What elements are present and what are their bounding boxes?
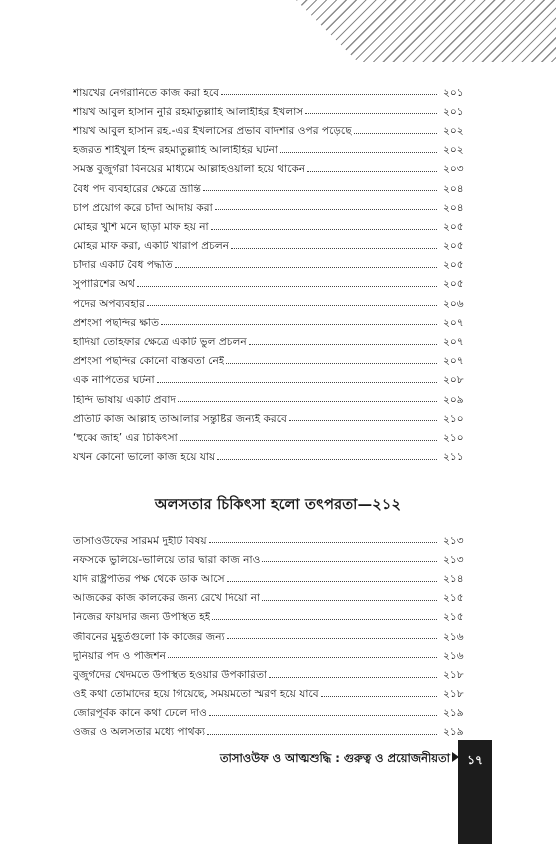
toc-entry-title: সমস্ত বুজুর্গরা বিনয়ের মাধ্যমে আল্লাহওয়ালা হয়ে থাকেন — [73, 164, 306, 175]
toc-entry-title: প্রশংসা পছন্দির কোনো বাস্তবতা নেই — [73, 356, 225, 367]
toc-entry — [73, 79, 471, 98]
toc-entry-title: নফসকে ভুলিয়ে-ভালিয়ে তার দ্বারা কাজ নাও — [73, 554, 261, 566]
toc-entry-title: ‘হুব্বে জাহ’ এর চিকিৎসা — [73, 432, 178, 444]
toc-entry — [73, 175, 471, 194]
toc-entry — [73, 642, 471, 661]
toc-entry-page: ২১০ — [443, 431, 464, 444]
toc-entry-page: ২০৫ — [443, 259, 464, 272]
toc-entry-page: ২১৯ — [443, 726, 464, 739]
dot-leader — [157, 382, 437, 383]
toc-entry — [73, 681, 471, 700]
dot-leader — [178, 401, 437, 402]
toc-entry — [73, 252, 471, 271]
toc-entry-title: মোহর খুশি মনে ছাড়া মাফ হয় না — [73, 221, 209, 233]
dot-leader — [209, 542, 437, 543]
toc-entry — [73, 117, 471, 136]
toc-entry-title: চাঁদার একটি বৈধ পদ্ধতি — [73, 260, 173, 271]
toc-entry — [73, 328, 471, 347]
toc-entry-page: ২০৭ — [443, 355, 464, 368]
toc-entry-title: যদি রাষ্ট্রপতির পক্ষ থেকে ডাক আসে — [73, 573, 225, 585]
dot-leader — [226, 363, 437, 364]
dot-leader — [207, 734, 437, 735]
toc-entry-title: পদের অপব্যবহার — [73, 298, 145, 310]
dot-leader — [262, 561, 437, 562]
dot-leader — [307, 171, 437, 172]
book-title: তাসাওউফ ও আত্মশুদ্ধি : গুরুত্ব ও প্রয়োজনীয়তা — [219, 751, 450, 765]
toc-entry — [73, 623, 471, 642]
toc-entry-title: বুজুর্গদের খেদমতে উপস্থিত হওয়ার উপকারিতা — [73, 669, 268, 681]
toc-entry — [73, 233, 471, 252]
toc-entry-title: এক নাপিতের ঘটনা — [73, 375, 155, 386]
toc-entry-title: ওই কথা তোমাদের হয়ে গিয়েছে, সময়মতো স্মরণ হয়ে যাবে — [73, 689, 319, 700]
toc-entry-page: ২১৩ — [443, 534, 464, 547]
dot-leader — [249, 344, 437, 345]
toc-entry-page: ২১১ — [443, 451, 464, 464]
toc-entry-title: মোহর মাফ করা, একটি খারাপ প্রচলন — [73, 241, 230, 252]
toc-entry — [73, 348, 471, 367]
toc-entry-page: ২০৪ — [443, 182, 464, 195]
toc-entry-page: ২১৮ — [443, 668, 464, 681]
dot-leader — [209, 715, 437, 716]
toc-entry-title: চাপ প্রয়োগ করে চাঁদা আদায় করা — [73, 202, 213, 214]
dot-leader — [289, 420, 437, 421]
toc-entry-title: নিজের ফায়দার জন্য উপস্থিত হই — [73, 612, 211, 623]
toc-entry — [73, 309, 471, 328]
toc-entry-page: ২১৮ — [443, 688, 464, 701]
toc-entry-title: শায়খ আবুল হাসান রহ.-এর ইখলাসের প্রভাব বাদশার ওপর পড়েছে — [73, 125, 352, 137]
toc-entry-page: ২১৬ — [443, 649, 464, 662]
toc-entry — [73, 98, 471, 117]
toc-entry-title: প্রতিটি কাজ আল্লাহ তাআলার সন্তুষ্টির জন্যই করবে — [73, 413, 287, 425]
dot-leader — [217, 459, 437, 460]
toc-entry — [73, 661, 471, 680]
toc-entry-page: ২০৩ — [443, 163, 464, 176]
toc-entry-title: হাদিয়া তোহফার ক্ষেত্রে একটি ভুল প্রচলন — [73, 337, 247, 348]
toc-entry — [73, 546, 471, 565]
toc-entry-title: হিন্দি ভাষায় একটি প্রবাদ — [73, 394, 177, 406]
toc-entry-title: জোরপূর্বক কানে কথা ঢেলে দাও — [73, 708, 207, 719]
toc-entry — [73, 290, 471, 309]
dot-leader — [280, 152, 437, 153]
page-number: ১৭ — [467, 753, 483, 767]
dot-leader — [168, 657, 437, 658]
toc-entry-page: ২০৪ — [443, 201, 464, 214]
dot-leader — [180, 440, 437, 441]
toc-entry — [73, 386, 471, 405]
toc-entry — [73, 527, 471, 546]
toc-entry — [73, 194, 471, 213]
toc-entry-page: ২০৭ — [443, 336, 464, 349]
toc-entry-page: ২১৫ — [443, 611, 464, 624]
toc-entry-page: ২১৯ — [443, 707, 464, 720]
toc-entry-title: জীবনের মুহূর্তগুলো কি কাজের জন্য — [73, 631, 225, 643]
toc-entry-title: ওজর ও অলসতার মধ্যে পার্থক্য — [73, 727, 206, 739]
dot-leader — [262, 600, 437, 601]
toc-entry-page: ২০৫ — [443, 240, 464, 253]
toc-entry-title: শায়খ আবুল হাসান নুরি রহমাতুল্লাহি আলাইহির ইখলাস — [73, 106, 304, 118]
toc-entry-page: ২০৮ — [443, 374, 464, 387]
toc-entry-page: ২০১ — [443, 105, 464, 118]
toc-entry-page: ২০৭ — [443, 316, 464, 329]
toc-entry-title: দুনিয়ার পদ ও পজিশন — [73, 650, 167, 662]
toc-entry — [73, 137, 471, 156]
dot-leader — [203, 190, 437, 191]
toc-entry — [73, 585, 471, 604]
toc-entry — [73, 444, 471, 463]
dot-leader — [305, 113, 437, 114]
toc-entry-title: প্রশংসা পছন্দির ক্ষতি — [73, 317, 160, 329]
dot-leader — [269, 677, 437, 678]
toc-entry-title: আজকের কাজ কালকের জন্য রেখে দিয়ো না — [73, 593, 261, 604]
dot-leader — [147, 305, 437, 306]
toc-entry — [73, 565, 471, 584]
dot-leader — [227, 638, 437, 639]
toc-entry-title: যখন কোনো ভালো কাজ হয়ে যায় — [73, 452, 216, 463]
toc-entry-page: ২০১ — [443, 86, 464, 99]
toc-entry — [73, 604, 471, 623]
toc-entry-page: ২১৩ — [443, 553, 464, 566]
dot-leader — [175, 267, 437, 268]
toc-entry-page: ২০৫ — [443, 220, 464, 233]
toc-entry-title: তাসাওউফের সারমর্ম দুইটি বিষয় — [73, 535, 207, 547]
toc-entry-title: সুপারিশের অর্থ — [73, 279, 135, 291]
toc-entry-page: ২০২ — [443, 124, 464, 137]
toc-entry — [73, 367, 471, 386]
toc-entry — [73, 213, 471, 232]
toc-entry-title: শায়খের নেগরানিতে কাজ করা হবে — [73, 87, 220, 99]
toc-entry — [73, 424, 471, 443]
dot-leader — [161, 324, 437, 325]
dot-leader — [211, 229, 437, 230]
toc-entry-page: ২০২ — [443, 144, 464, 157]
toc-entry — [73, 700, 471, 719]
dot-leader — [354, 133, 437, 134]
toc-entry-page: ২১০ — [443, 412, 464, 425]
toc-section-2 — [73, 527, 471, 738]
toc-entry-page: ২১৬ — [443, 630, 464, 643]
toc-section-1 — [73, 79, 471, 463]
toc-entry-title: বৈধ পদ ব্যবহারের ক্ষেত্রে ভ্রান্তি — [73, 183, 201, 195]
toc-entry-page: ২০৬ — [443, 297, 464, 310]
toc-entry-page: ২১৫ — [443, 592, 464, 605]
dot-leader — [212, 619, 437, 620]
section-heading: অলসতার চিকিৎসা হলো তৎপরতা—২১২ — [154, 497, 402, 513]
toc-entry — [73, 405, 471, 424]
decorative-hatch-pattern — [296, 0, 556, 62]
toc-entry-page: ২০৫ — [443, 278, 464, 291]
toc-entry-title: হজরত শাইখুল হিন্দ রহমাতুল্লাহি আলাইহির ঘটনা — [73, 145, 278, 156]
toc-entry — [73, 156, 471, 175]
dot-leader — [321, 696, 437, 697]
dot-leader — [227, 581, 437, 582]
dot-leader — [215, 209, 437, 210]
toc-entry — [73, 719, 471, 738]
dot-leader — [231, 248, 437, 249]
toc-entry-page: ২১৪ — [443, 572, 464, 585]
dot-leader — [221, 94, 437, 95]
dot-leader — [137, 286, 437, 287]
toc-entry-page: ২০৯ — [443, 393, 464, 406]
toc-entry — [73, 271, 471, 290]
